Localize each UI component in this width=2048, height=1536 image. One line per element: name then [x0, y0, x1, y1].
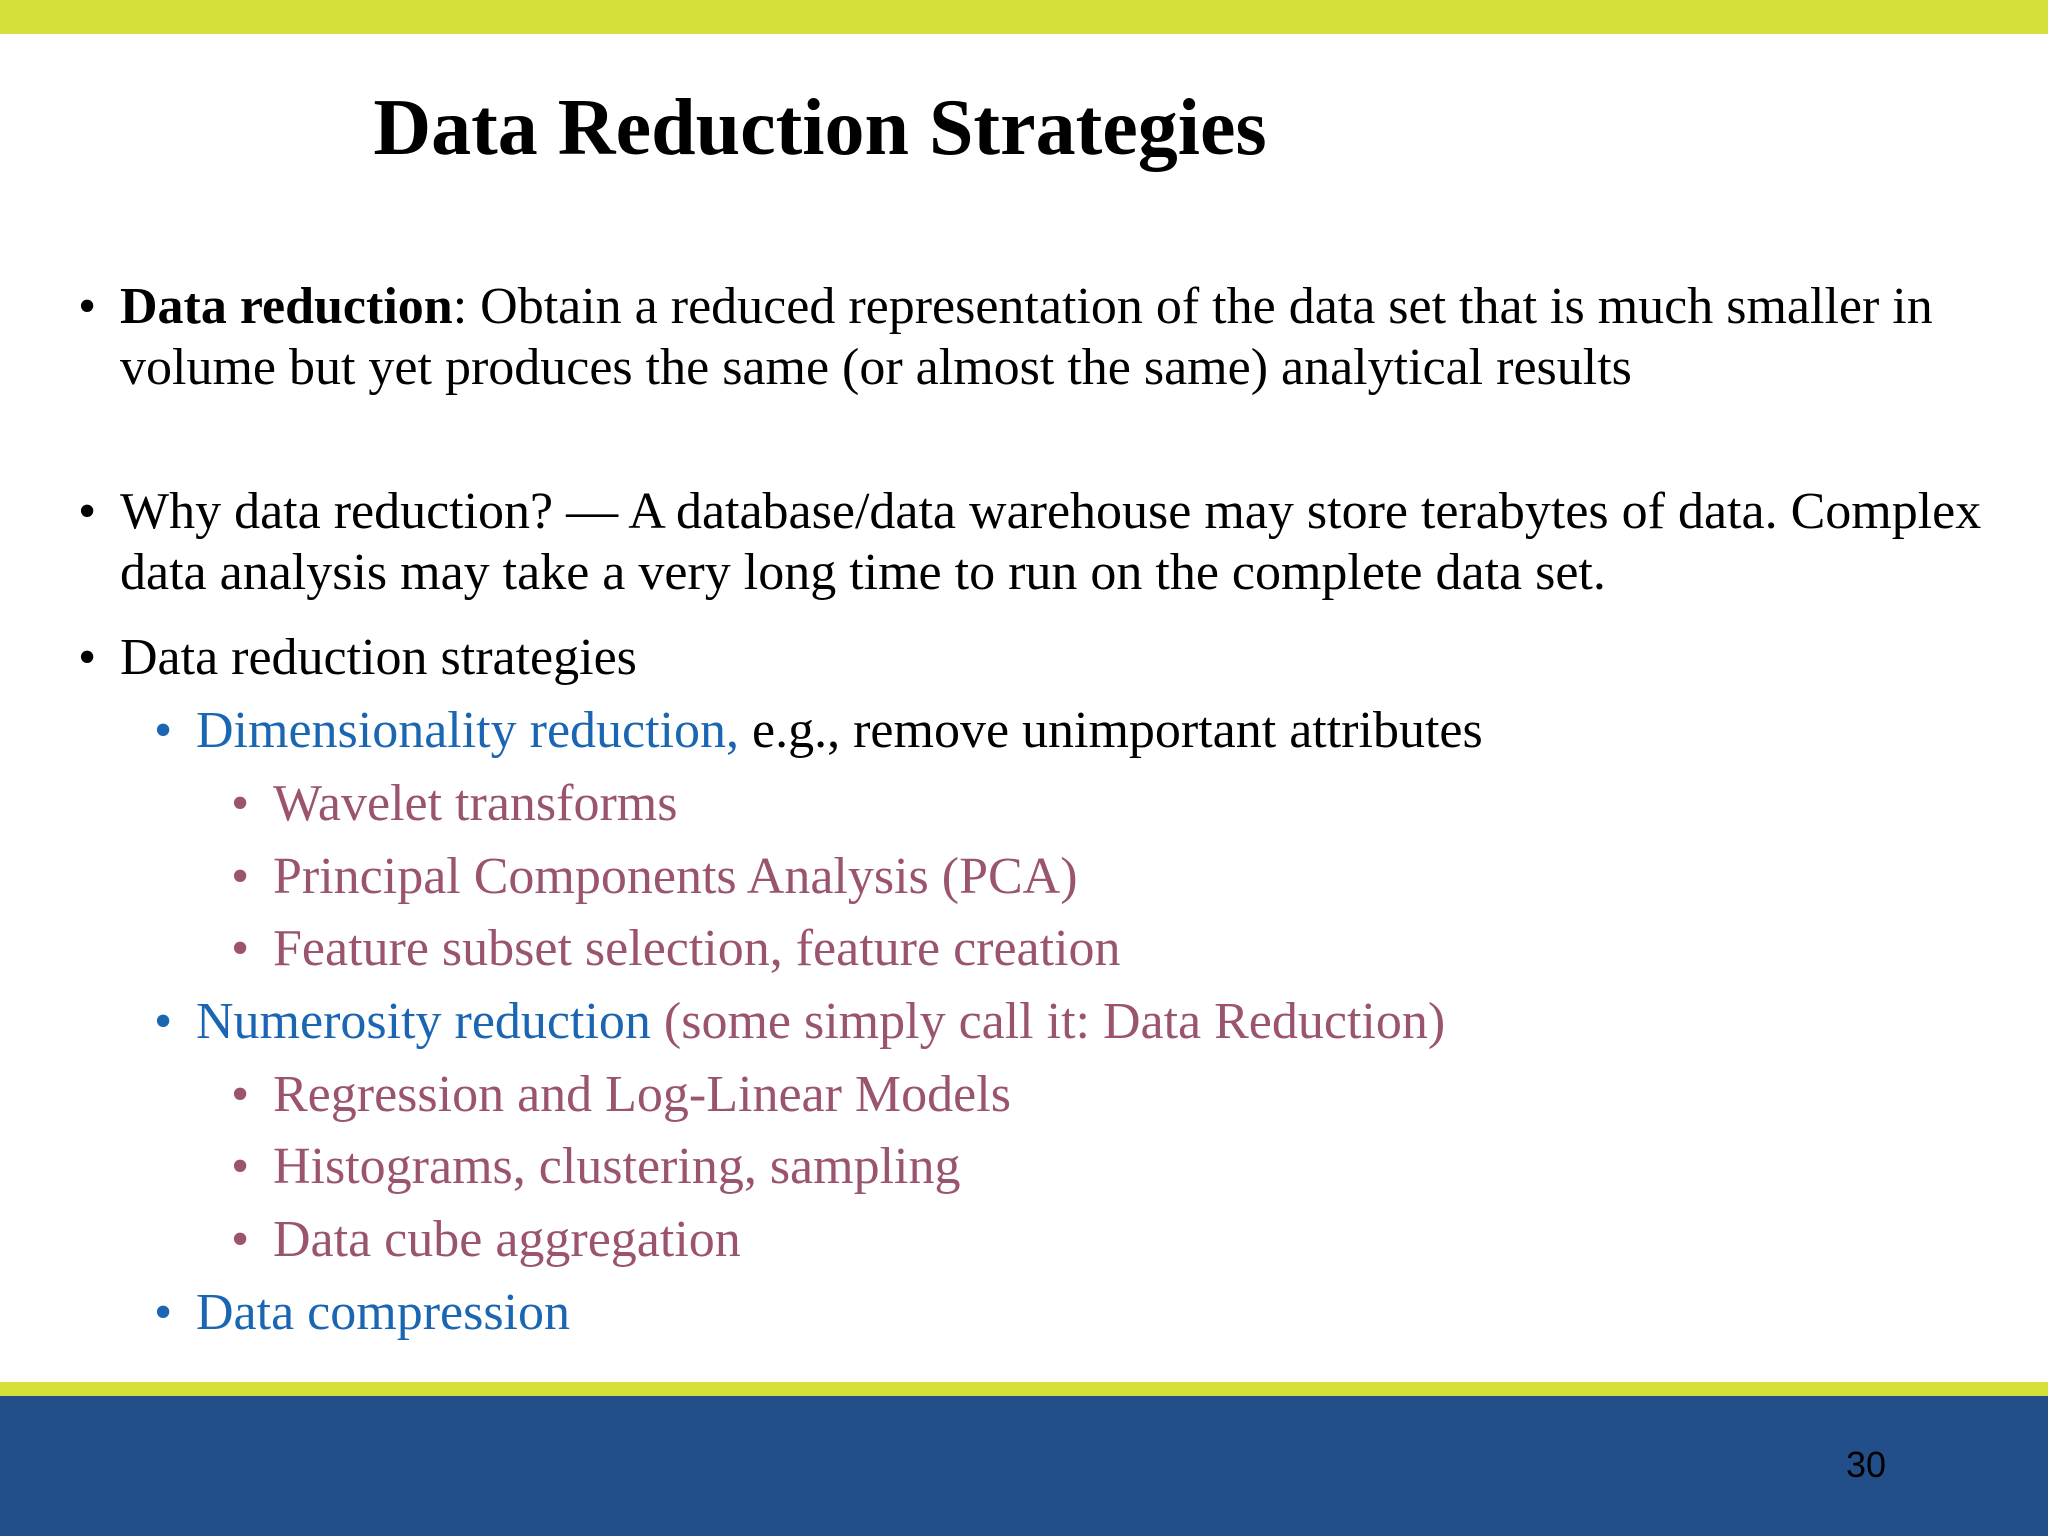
page-number: 30: [1845, 1444, 1886, 1485]
item-text: Wavelet transforms: [273, 775, 678, 832]
bullet-dot: •: [78, 483, 97, 540]
bullet-regression-models: [231, 1064, 2013, 1125]
bullet-dot: •: [231, 1138, 250, 1195]
term-dimensionality-reduction: Dimensionality reduction,: [196, 702, 740, 759]
bullet-numerosity-reduction: [154, 991, 1996, 1052]
bullet-dot: •: [231, 920, 250, 977]
slide-title: Data Reduction Strategies: [373, 84, 1267, 172]
numerosity-rest: (some simply call it: Data Reduction): [650, 993, 1446, 1050]
bullet-data-reduction-definition: [78, 276, 2000, 398]
definition-text: : Obtain a reduced representation of the data set that is much smaller in volume but yet produces the same (or almost the same) analytical results: [120, 278, 1933, 396]
bullet-pca: [231, 846, 2013, 907]
term-numerosity-reduction: Numerosity reduction: [196, 993, 651, 1050]
item-text: Principal Components Analysis (PCA): [273, 848, 1078, 905]
bullet-feature-subset-selection: [231, 918, 2013, 979]
bullet-dot: •: [154, 993, 173, 1050]
footer-accent-stripe: [0, 1382, 2048, 1396]
term-data-compression: Data compression: [196, 1284, 571, 1341]
bullet-wavelet-transforms: [231, 773, 2013, 834]
bullet-why-data-reduction: [78, 481, 2000, 603]
bullet-data-cube-aggregation: [231, 1209, 2013, 1270]
strategies-text: Data reduction strategies: [120, 629, 637, 686]
bullet-dot: •: [154, 702, 173, 759]
top-accent-bar: [0, 0, 2048, 34]
item-text: Data cube aggregation: [273, 1211, 741, 1268]
bullet-data-compression: [154, 1282, 1996, 1343]
footer-bar: [0, 1396, 2048, 1536]
bullet-dimensionality-reduction: [154, 700, 1996, 761]
bullet-dot: •: [231, 848, 250, 905]
bullet-dot: •: [231, 1211, 250, 1268]
bullet-dot: •: [78, 629, 97, 686]
bullet-histograms-clustering-sampling: [231, 1136, 2013, 1197]
bullet-dot: •: [78, 278, 97, 335]
bullet-strategies-heading: [78, 627, 2000, 688]
bullet-dot: •: [231, 1066, 250, 1123]
term-data-reduction: Data reduction: [120, 278, 453, 335]
why-text: Why data reduction? — A database/data warehouse may store terabytes of data. Complex data analysis may take a very long time to run on the complete data set.: [120, 483, 1982, 601]
item-text: Regression and Log-Linear Models: [273, 1066, 1011, 1123]
bullet-dot: •: [154, 1284, 173, 1341]
item-text: Feature subset selection, feature creation: [273, 920, 1121, 977]
item-text: Histograms, clustering, sampling: [273, 1138, 961, 1195]
dimensionality-rest: e.g., remove unimportant attributes: [739, 702, 1483, 759]
bullet-dot: •: [231, 775, 250, 832]
